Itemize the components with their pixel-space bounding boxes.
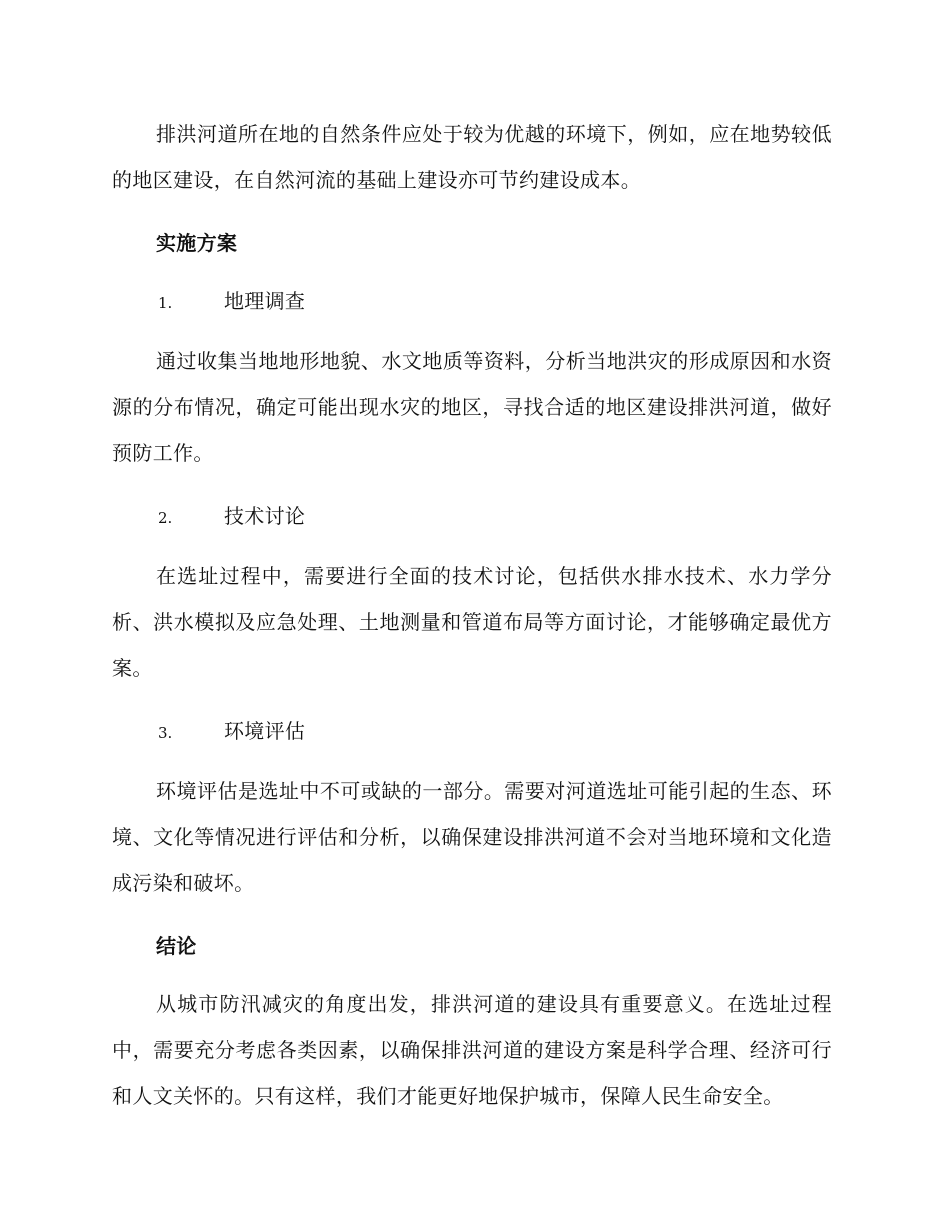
list-item-geographic-survey — [112, 278, 832, 326]
document-page — [112, 111, 832, 1136]
list-item-number: 2. — [158, 509, 173, 527]
list-item-title: 技术讨论 — [224, 504, 306, 528]
list-item-environmental-assessment — [112, 708, 832, 756]
implementation-heading: 实施方案 — [156, 231, 238, 255]
conclusion-heading: 结论 — [156, 934, 197, 958]
geographic-survey-paragraph: 通过收集当地地形地貌、水文地质等资料，分析当地洪灾的形成原因和水资源的分布情况，确定可能出现水灾的地区，寻找合适的地区建设排洪河道，做好预防工作。 — [112, 349, 832, 465]
list-item-number: 1. — [158, 294, 173, 312]
conclusion-paragraph: 从城市防汛减灾的角度出发，排洪河道的建设具有重要意义。在选址过程中，需要充分考虑各类因素，以确保排洪河道的建设方案是科学合理、经济可行和人文关怀的。只有这样，我们才能更好地保护城市，保障人民生命安全。 — [112, 992, 832, 1108]
intro-paragraph: 排洪河道所在地的自然条件应处于较为优越的环境下，例如，应在地势较低的地区建设，在自然河流的基础上建设亦可节约建设成本。 — [112, 122, 832, 192]
technical-discussion-paragraph: 在选址过程中，需要进行全面的技术讨论，包括供水排水技术、水力学分析、洪水模拟及应急处理、土地测量和管道布局等方面讨论，才能够确定最优方案。 — [112, 564, 832, 680]
list-item-title: 地理调查 — [224, 289, 306, 313]
list-item-title: 环境评估 — [224, 719, 306, 743]
list-item-number: 3. — [158, 724, 173, 742]
environmental-assessment-paragraph: 环境评估是选址中不可或缺的一部分。需要对河道选址可能引起的生态、环境、文化等情况进行评估和分析，以确保建设排洪河道不会对当地环境和文化造成污染和破坏。 — [112, 779, 832, 895]
list-item-technical-discussion — [112, 493, 832, 541]
